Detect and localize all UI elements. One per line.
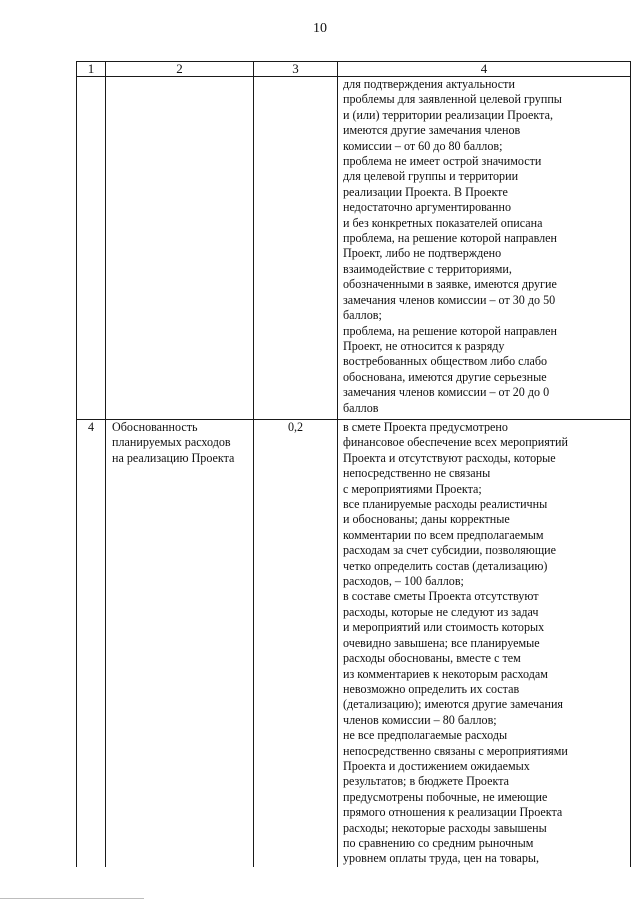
text-line: четко определить состав (детализацию) [343,558,548,573]
table-row-continuation [77,77,631,420]
row-number-cell: 4 [77,420,106,867]
text-line: Проекта и достижением ожидаемых [343,758,530,773]
text-line: прямого отношения к реализации Проекта [343,805,563,820]
text-line: расходы; некоторые расходы завышены [343,820,547,835]
text-line: расходы, которые не следуют из задач [343,604,539,619]
text-line: и обоснованы; даны корректные [343,512,510,527]
text-line: невозможно определить их состав [343,681,520,696]
text-line: взаимодействие с территориями, [343,261,512,276]
text-line: проблема не имеет острой значимости [343,154,542,169]
text-line: обозначенными в заявке, имеются другие [343,277,557,292]
header-cell-3: 3 [254,62,338,77]
text-line: Проект, не относится к разряду [343,338,505,353]
description-cell [338,420,631,867]
text-line: для подтверждения актуальности [343,77,515,91]
text-line: с мероприятиями Проекта; [343,481,482,496]
text-line: по сравнению со средним рыночным [343,835,534,850]
text-line: очевидно завышена; все планируемые [343,635,540,650]
text-line: (детализацию); имеются другие замечания [343,697,563,712]
text-line: планируемых расходов [112,435,231,450]
text-line: обоснована, имеются другие серьезные [343,369,547,384]
weight-cell [254,77,338,420]
text-line: Обоснованность [112,420,198,434]
criterion-cell [106,77,254,420]
description-cell [338,77,631,420]
text-line: комментарии по всем предполагаемым [343,527,544,542]
text-line: уровнем оплаты труда, цен на товары, [343,851,540,866]
text-line: проблемы для заявленной целевой группы [343,92,562,107]
text-line: расходы обоснованы, вместе с тем [343,651,521,666]
text-line: непосредственно связаны с мероприятиями [343,743,568,758]
text-line: в составе сметы Проекта отсутствуют [343,589,539,604]
weight-cell: 0,2 [254,420,338,867]
text-line: имеются другие замечания членов [343,123,521,138]
text-line: проблема, на решение которой направлен [343,231,558,246]
text-line: баллов; [343,308,382,323]
text-line: востребованных обществом либо слабо [343,354,548,369]
text-line: Проекта и отсутствуют расходы, которые [343,450,556,465]
criterion-cell [106,420,254,867]
text-line: баллов [343,400,379,415]
text-line: членов комиссии – 80 баллов; [343,712,497,727]
text-line: не все предполагаемые расходы [343,728,508,743]
header-cell-2: 2 [106,62,254,77]
text-line: непосредственно не связаны [343,466,491,481]
text-line: замечания членов комиссии – от 20 до 0 [343,385,550,400]
text-line: и без конкретных показателей описана [343,215,543,230]
text-line: недостаточно аргументированно [343,200,512,215]
text-line: для целевой группы и территории [343,169,519,184]
text-line: расходов, – 100 баллов; [343,574,464,589]
text-line: проблема, на решение которой направлен [343,323,558,338]
text-line: и мероприятий или стоимость которых [343,620,545,635]
text-line: на реализацию Проекта [112,450,235,465]
text-line: финансовое обеспечение всех мероприятий [343,435,568,450]
header-cell-4: 4 [338,62,631,77]
text-line: расходам за счет субсидии, позволяющие [343,543,556,558]
table-row-4 [77,420,631,867]
text-line: предусмотрены побочные, не имеющие [343,789,548,804]
text-line: из комментариев к некоторым расходам [343,666,548,681]
text-line: в смете Проекта предусмотрено [343,420,508,434]
criterion-text [106,420,253,466]
description-text [338,420,630,867]
table-header-row [77,62,631,77]
page-number: 10 [313,21,327,36]
text-line: комиссии – от 60 до 80 баллов; [343,138,503,153]
text-line: и (или) территории реализации Проекта, [343,107,553,122]
text-line: замечания членов комиссии – от 30 до 50 [343,292,556,307]
description-text [338,77,630,416]
criteria-table [76,61,631,867]
row-number-cell [77,77,106,420]
text-line: Проект, либо не подтверждено [343,246,502,261]
text-line: все планируемые расходы реалистичны [343,497,548,512]
header-cell-1: 1 [77,62,106,77]
text-line: реализации Проекта. В Проекте [343,184,508,199]
text-line: результатов; в бюджете Проекта [343,774,510,789]
footer-rule [0,898,144,899]
